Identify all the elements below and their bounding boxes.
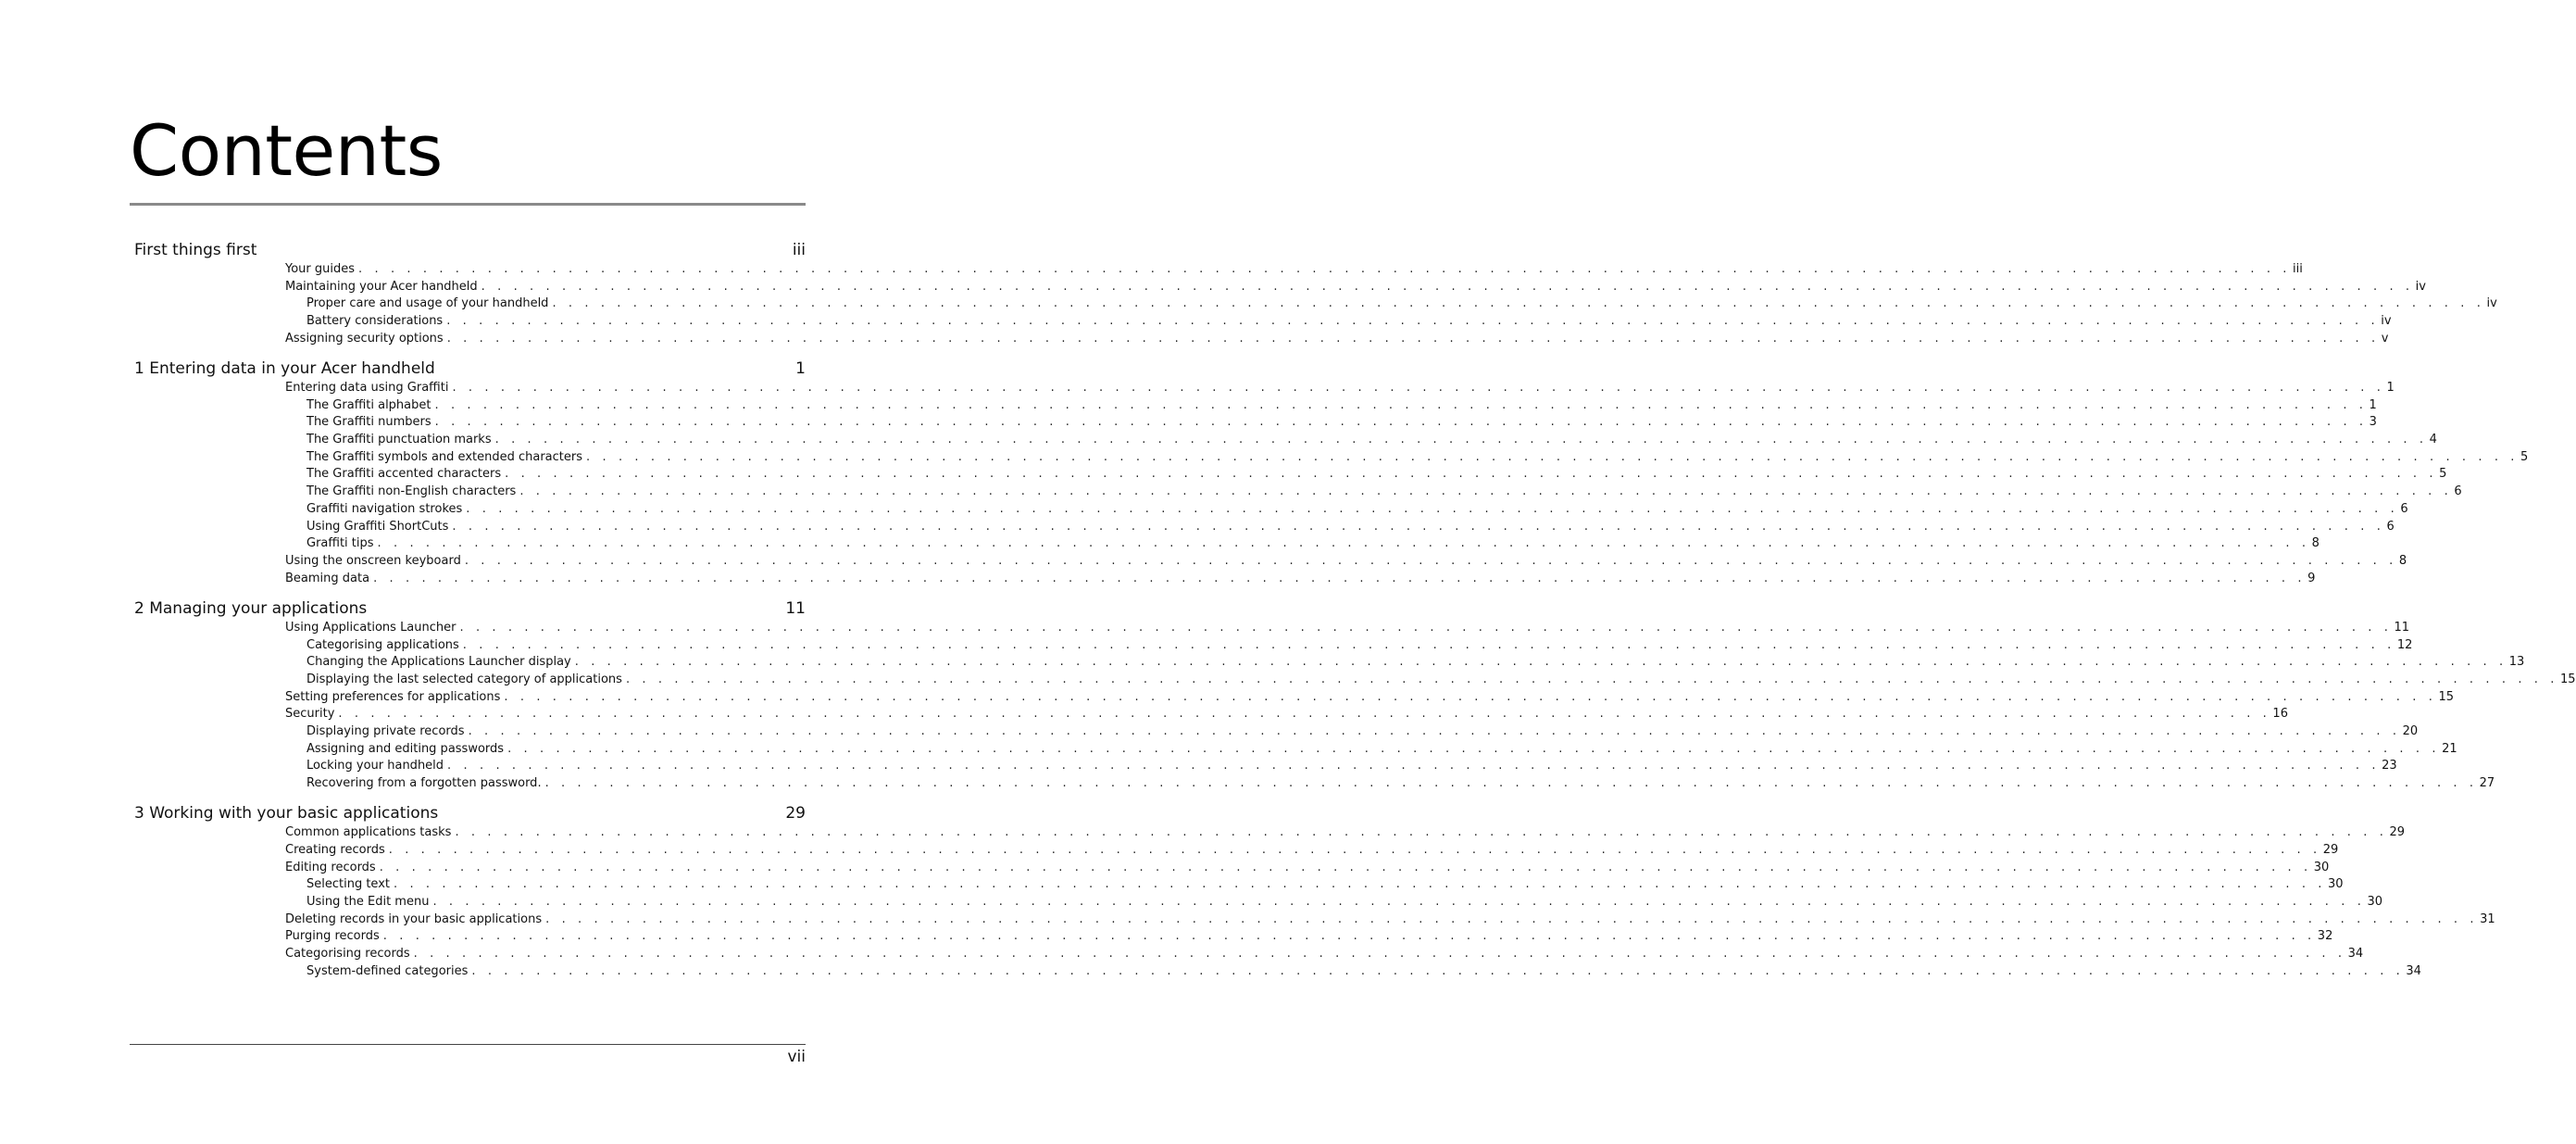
entry-page-number: 4: [2429, 433, 2437, 447]
dot-leader: . . . . . . . . . . . . . . . . . . . . . . . . . . . . . . . . . . . . . . . . . . . . . . . . . . . . . . . . . . . . . . . . . . . . . . . . . . . . . . . . . . . . . . . . . . . . . . . . . . . . . . . . . . . . . . . . . . . . . . . .: [468, 724, 2401, 738]
toc-entry[interactable]: [285, 331, 2389, 348]
chapter-heading[interactable]: [134, 358, 806, 380]
entry-title: Recovering from a forgotten password.: [306, 776, 542, 791]
dot-leader: . . . . . . . . . . . . . . . . . . . . . . . . . . . . . . . . . . . . . . . . . . . . . . . . . . . . . . . . . . . . . . . . . . . . . . . . . . . . . . . . . . . . . . . . . . . . . . . . . . . . . . . . . . . . . . . . . . . . . . . .: [413, 947, 2346, 962]
entry-title: Deleting records in your basic applications: [285, 911, 543, 926]
entry-page-number: 27: [2479, 776, 2495, 791]
toc-chapter: [134, 240, 2497, 347]
toc-entry[interactable]: [306, 313, 2392, 331]
dot-leader: . . . . . . . . . . . . . . . . . . . . . . . . . . . . . . . . . . . . . . . . . . . . . . . . . . . . . . . . . . . . . . . . . . . . . . . . . . . . . . . . . . . . . . . . . . . . . . . . . . . . . . . . . . . . . . . . . . . . . . . .: [434, 397, 2368, 412]
toc-entry[interactable]: [306, 397, 2377, 415]
toc-entry[interactable]: [306, 432, 2437, 449]
toc-entry[interactable]: [285, 620, 2410, 637]
dot-leader: . . . . . . . . . . . . . . . . . . . . . . . . . . . . . . . . . . . . . . . . . . . . . . . . . . . . . . . . . . . . . . . . . . . . . . . . . . . . . . . . . . . . . . . . . . . . . . . . . . . . . . . . . . . . . . . . . . . . . . . .: [452, 519, 2385, 534]
dot-leader: . . . . . . . . . . . . . . . . . . . . . . . . . . . . . . . . . . . . . . . . . . . . . . . . . . . . . . . . . . . . . . . . . . . . . . . . . . . . . . . . . . . . . . . . . . . . . . . . . . . . . . . . . . . . . . . . . . . . . . . .: [379, 860, 2312, 874]
dot-leader: . . . . . . . . . . . . . . . . . . . . . . . . . . . . . . . . . . . . . . . . . . . . . . . . . . . . . . . . . . . . . . . . . . . . . . . . . . . . . . . . . . . . . . . . . . . . . . . . . . . . . . . . . . . . . . . . . . . . . . . .: [373, 571, 2307, 585]
dot-leader: . . . . . . . . . . . . . . . . . . . . . . . . . . . . . . . . . . . . . . . . . . . . . . . . . . . . . . . . . . . . . . . . . . . . . . . . . . . . . . . . . . . . . . . . . . . . . . . . . . . . . . . . . . . . . . . . . . . . . . . .: [434, 415, 2368, 430]
entry-page-number: 3: [2369, 415, 2377, 430]
dot-leader: . . . . . . . . . . . . . . . . . . . . . . . . . . . . . . . . . . . . . . . . . . . . . . . . . . . . . . . . . . . . . . . . . . . . . . . . . . . . . . . . . . . . . . . . . . . . . . . . . . . . . . . . . . . . . . . . . . . . . . . .: [455, 825, 2388, 840]
entry-title: The Graffiti non-English characters: [306, 484, 517, 499]
entry-title: Assigning security options: [285, 331, 444, 346]
entry-page-number: 30: [2328, 877, 2344, 892]
dot-leader: . . . . . . . . . . . . . . . . . . . . . . . . . . . . . . . . . . . . . . . . . . . . . . . . . . . . . . . . . . . . . . . . . . . . . . . . . . . . . . . . . . . . . . . . . . . . . . . . . . . . . . . . . . . . . . . . . . . . . . . .: [471, 963, 2405, 978]
entry-title: Categorising applications: [306, 637, 459, 652]
toc-entry[interactable]: [285, 946, 2364, 963]
dot-leader: . . . . . . . . . . . . . . . . . . . . . . . . . . . . . . . . . . . . . . . . . . . . . . . . . . . . . . . . . . . . . . . . . . . . . . . . . . . . . . . . . . . . . . . . . . . . . . . . . . . . . . . . . . . . . . . . . . . . . . . .: [552, 296, 2485, 311]
toc-entry[interactable]: [306, 654, 2525, 672]
entry-page-number: 21: [2442, 741, 2457, 756]
dot-leader: . . . . . . . . . . . . . . . . . . . . . . . . . . . . . . . . . . . . . . . . . . . . . . . . . . . . . . . . . . . . . . . . . . . . . . . . . . . . . . . . . . . . . . . . . . . . . . . . . . . . . . . . . . . . . . . . . . . . . . . .: [338, 707, 2271, 722]
toc-entry[interactable]: [285, 553, 2407, 571]
dot-leader: . . . . . . . . . . . . . . . . . . . . . . . . . . . . . . . . . . . . . . . . . . . . . . . . . . . . . . . . . . . . . . . . . . . . . . . . . . . . . . . . . . . . . . . . . . . . . . . . . . . . . . . . . . . . . . . . . . . . . . . .: [388, 843, 2321, 858]
entry-title: Your guides: [285, 262, 356, 276]
toc-entry[interactable]: [285, 911, 2495, 929]
entry-page-number: 15: [2559, 672, 2576, 686]
entry-page-number: 15: [2438, 689, 2454, 704]
toc-entry[interactable]: [306, 637, 2413, 655]
toc-entry[interactable]: [285, 928, 2333, 946]
entry-title: Proper care and usage of your handheld: [306, 296, 549, 311]
toc-entry[interactable]: [306, 535, 2320, 553]
toc-entry[interactable]: [306, 295, 2497, 313]
entry-title: Selecting text: [306, 877, 390, 892]
dot-leader: . . . . . . . . . . . . . . . . . . . . . . . . . . . . . . . . . . . . . . . . . . . . . . . . . . . . . . . . . . . . . . . . . . . . . . . . . . . . . . . . . . . . . . . . . . . . . . . . . . . . . . . . . . . . . . . . . . . . . . . .: [544, 776, 2478, 791]
toc-entry[interactable]: [306, 519, 2395, 536]
entry-page-number: 20: [2402, 724, 2419, 738]
toc-entry[interactable]: [306, 741, 2457, 759]
dot-leader: . . . . . . . . . . . . . . . . . . . . . . . . . . . . . . . . . . . . . . . . . . . . . . . . . . . . . . . . . . . . . . . . . . . . . . . . . . . . . . . . . . . . . . . . . . . . . . . . . . . . . . . . . . . . . . . . . . . . . . . .: [464, 553, 2397, 568]
toc-entry[interactable]: [285, 824, 2406, 842]
entry-page-number: 34: [2347, 947, 2364, 962]
toc-entry[interactable]: [285, 842, 2339, 860]
entry-page-number: 31: [2480, 911, 2495, 926]
dot-leader: . . . . . . . . . . . . . . . . . . . . . . . . . . . . . . . . . . . . . . . . . . . . . . . . . . . . . . . . . . . . . . . . . . . . . . . . . . . . . . . . . . . . . . . . . . . . . . . . . . . . . . . . . . . . . . . . . . . . . . . .: [447, 759, 2381, 773]
toc-chapter: [134, 598, 2576, 793]
entry-title: Maintaining your Acer handheld: [285, 279, 478, 294]
entry-title: The Graffiti accented characters: [306, 467, 502, 482]
toc-entry[interactable]: [306, 672, 2576, 689]
chapter-title: 3 Working with your basic applications: [134, 804, 439, 823]
entry-title: Assigning and editing passwords: [306, 741, 505, 756]
entry-title: Displaying the last selected category of applications: [306, 672, 622, 686]
dot-leader: . . . . . . . . . . . . . . . . . . . . . . . . . . . . . . . . . . . . . . . . . . . . . . . . . . . . . . . . . . . . . . . . . . . . . . . . . . . . . . . . . . . . . . . . . . . . . . . . . . . . . . . . . . . . . . . . . . . . . . . .: [586, 449, 2520, 464]
footer-divider: [130, 1044, 806, 1045]
dot-leader: . . . . . . . . . . . . . . . . . . . . . . . . . . . . . . . . . . . . . . . . . . . . . . . . . . . . . . . . . . . . . . . . . . . . . . . . . . . . . . . . . . . . . . . . . . . . . . . . . . . . . . . . . . . . . . . . . . . . . . . .: [446, 331, 2380, 346]
dot-leader: . . . . . . . . . . . . . . . . . . . . . . . . . . . . . . . . . . . . . . . . . . . . . . . . . . . . . . . . . . . . . . . . . . . . . . . . . . . . . . . . . . . . . . . . . . . . . . . . . . . . . . . . . . . . . . . . . . . . . . . .: [358, 262, 2292, 276]
dot-leader: . . . . . . . . . . . . . . . . . . . . . . . . . . . . . . . . . . . . . . . . . . . . . . . . . . . . . . . . . . . . . . . . . . . . . . . . . . . . . . . . . . . . . . . . . . . . . . . . . . . . . . . . . . . . . . . . . . . . . . . .: [394, 877, 2327, 892]
entry-page-number: 5: [2520, 449, 2529, 464]
page-title: Contents: [130, 109, 443, 192]
entry-title: Setting preferences for applications: [285, 689, 501, 704]
toc-chapter: [134, 358, 2529, 587]
toc-entry[interactable]: [285, 380, 2395, 397]
entry-title: Beaming data: [285, 571, 370, 585]
entry-title: Creating records: [285, 843, 385, 858]
entry-page-number: 32: [2317, 929, 2333, 944]
entry-title: Locking your handheld: [306, 759, 444, 773]
entry-page-number: 9: [2307, 571, 2316, 585]
chapter-page-number: 11: [785, 598, 806, 618]
dot-leader: . . . . . . . . . . . . . . . . . . . . . . . . . . . . . . . . . . . . . . . . . . . . . . . . . . . . . . . . . . . . . . . . . . . . . . . . . . . . . . . . . . . . . . . . . . . . . . . . . . . . . . . . . . . . . . . . . . . . . . . .: [574, 655, 2507, 670]
toc-entry[interactable]: [306, 484, 2462, 501]
entry-title: The Graffiti alphabet: [306, 397, 431, 412]
entry-title: Changing the Applications Launcher display: [306, 655, 571, 670]
toc-entry[interactable]: [285, 279, 2426, 296]
entry-page-number: 1: [2386, 381, 2395, 396]
toc-entry[interactable]: [306, 449, 2529, 467]
entry-title: Editing records: [285, 860, 376, 874]
chapter-heading[interactable]: [134, 803, 806, 824]
dot-leader: . . . . . . . . . . . . . . . . . . . . . . . . . . . . . . . . . . . . . . . . . . . . . . . . . . . . . . . . . . . . . . . . . . . . . . . . . . . . . . . . . . . . . . . . . . . . . . . . . . . . . . . . . . . . . . . . . . . . . . . .: [505, 467, 2438, 482]
toc-entry[interactable]: [285, 689, 2454, 707]
toc-entry[interactable]: [306, 723, 2419, 741]
toc-entry[interactable]: [285, 860, 2330, 877]
entry-title: Graffiti navigation strokes: [306, 501, 463, 516]
toc-entry[interactable]: [306, 963, 2421, 981]
entry-page-number: 16: [2272, 707, 2288, 722]
entry-page-number: 34: [2406, 963, 2421, 978]
entry-page-number: 8: [2398, 553, 2407, 568]
entry-page-number: 6: [2386, 519, 2395, 534]
dot-leader: . . . . . . . . . . . . . . . . . . . . . . . . . . . . . . . . . . . . . . . . . . . . . . . . . . . . . . . . . . . . . . . . . . . . . . . . . . . . . . . . . . . . . . . . . . . . . . . . . . . . . . . . . . . . . . . . . . . . . . . .: [452, 381, 2385, 396]
entry-page-number: 12: [2396, 637, 2413, 652]
entry-page-number: 1: [2369, 397, 2377, 412]
toc-entry[interactable]: [306, 501, 2408, 519]
entry-title: System-defined categories: [306, 963, 469, 978]
entry-title: Purging records: [285, 929, 380, 944]
entry-page-number: 30: [2313, 860, 2330, 874]
entry-page-number: 6: [2454, 484, 2462, 499]
entry-title: Categorising records: [285, 947, 410, 962]
chapter-title: 2 Managing your applications: [134, 598, 368, 618]
entry-title: Battery considerations: [306, 314, 444, 329]
dot-leader: . . . . . . . . . . . . . . . . . . . . . . . . . . . . . . . . . . . . . . . . . . . . . . . . . . . . . . . . . . . . . . . . . . . . . . . . . . . . . . . . . . . . . . . . . . . . . . . . . . . . . . . . . . . . . . . . . . . . . . . .: [466, 501, 2399, 516]
toc-entry[interactable]: [306, 466, 2447, 484]
chapter-heading[interactable]: [134, 598, 806, 620]
entry-page-number: iv: [2381, 314, 2392, 329]
toc-entry[interactable]: [285, 571, 2316, 588]
entry-page-number: 11: [2394, 620, 2410, 635]
entry-page-number: 29: [2389, 825, 2406, 840]
page-number: vii: [787, 1048, 806, 1066]
entry-page-number: 30: [2367, 895, 2383, 910]
entry-title: The Graffiti symbols and extended characters: [306, 449, 583, 464]
chapter-page-number: 1: [795, 359, 806, 379]
chapter-heading[interactable]: [134, 240, 806, 261]
toc-entry[interactable]: [306, 775, 2495, 793]
dot-leader: . . . . . . . . . . . . . . . . . . . . . . . . . . . . . . . . . . . . . . . . . . . . . . . . . . . . . . . . . . . . . . . . . . . . . . . . . . . . . . . . . . . . . . . . . . . . . . . . . . . . . . . . . . . . . . . . . . . . . . . .: [462, 637, 2395, 652]
entry-title: Using Applications Launcher: [285, 620, 456, 635]
entry-title: The Graffiti numbers: [306, 415, 431, 430]
chapter-page-number: 29: [785, 804, 806, 823]
chapter-page-number: iii: [792, 241, 806, 259]
dot-leader: . . . . . . . . . . . . . . . . . . . . . . . . . . . . . . . . . . . . . . . . . . . . . . . . . . . . . . . . . . . . . . . . . . . . . . . . . . . . . . . . . . . . . . . . . . . . . . . . . . . . . . . . . . . . . . . . . . . . . . . .: [507, 741, 2441, 756]
entry-title: Using the onscreen keyboard: [285, 553, 461, 568]
toc-entry[interactable]: [285, 261, 2303, 279]
toc-chapter: [134, 803, 2495, 980]
entry-page-number: iv: [2486, 296, 2497, 311]
entry-page-number: v: [2381, 331, 2389, 346]
dot-leader: . . . . . . . . . . . . . . . . . . . . . . . . . . . . . . . . . . . . . . . . . . . . . . . . . . . . . . . . . . . . . . . . . . . . . . . . . . . . . . . . . . . . . . . . . . . . . . . . . . . . . . . . . . . . . . . . . . . . . . . .: [481, 279, 2414, 294]
entry-title: Displaying private records: [306, 724, 465, 738]
entry-page-number: 8: [2311, 536, 2320, 551]
toc-entry[interactable]: [306, 414, 2377, 432]
entry-title: Graffiti tips: [306, 536, 374, 551]
table-of-contents: [134, 240, 2576, 991]
entry-title: Common applications tasks: [285, 825, 452, 840]
entry-page-number: iii: [2293, 262, 2303, 276]
dot-leader: . . . . . . . . . . . . . . . . . . . . . . . . . . . . . . . . . . . . . . . . . . . . . . . . . . . . . . . . . . . . . . . . . . . . . . . . . . . . . . . . . . . . . . . . . . . . . . . . . . . . . . . . . . . . . . . . . . . . . . . .: [625, 672, 2558, 686]
entry-title: Using Graffiti ShortCuts: [306, 519, 449, 534]
entry-title: Using the Edit menu: [306, 895, 430, 910]
chapter-title: 1 Entering data in your Acer handheld: [134, 359, 435, 379]
dot-leader: . . . . . . . . . . . . . . . . . . . . . . . . . . . . . . . . . . . . . . . . . . . . . . . . . . . . . . . . . . . . . . . . . . . . . . . . . . . . . . . . . . . . . . . . . . . . . . . . . . . . . . . . . . . . . . . . . . . . . . . .: [382, 929, 2316, 944]
entry-title: The Graffiti punctuation marks: [306, 433, 492, 447]
dot-leader: . . . . . . . . . . . . . . . . . . . . . . . . . . . . . . . . . . . . . . . . . . . . . . . . . . . . . . . . . . . . . . . . . . . . . . . . . . . . . . . . . . . . . . . . . . . . . . . . . . . . . . . . . . . . . . . . . . . . . . . .: [446, 314, 2380, 329]
entry-page-number: 29: [2322, 843, 2339, 858]
dot-leader: . . . . . . . . . . . . . . . . . . . . . . . . . . . . . . . . . . . . . . . . . . . . . . . . . . . . . . . . . . . . . . . . . . . . . . . . . . . . . . . . . . . . . . . . . . . . . . . . . . . . . . . . . . . . . . . . . . . . . . . .: [377, 536, 2310, 551]
chapter-title: First things first: [134, 241, 257, 259]
dot-leader: . . . . . . . . . . . . . . . . . . . . . . . . . . . . . . . . . . . . . . . . . . . . . . . . . . . . . . . . . . . . . . . . . . . . . . . . . . . . . . . . . . . . . . . . . . . . . . . . . . . . . . . . . . . . . . . . . . . . . . . .: [504, 689, 2437, 704]
dot-leader: . . . . . . . . . . . . . . . . . . . . . . . . . . . . . . . . . . . . . . . . . . . . . . . . . . . . . . . . . . . . . . . . . . . . . . . . . . . . . . . . . . . . . . . . . . . . . . . . . . . . . . . . . . . . . . . . . . . . . . . .: [494, 433, 2428, 447]
entry-page-number: 6: [2400, 501, 2408, 516]
dot-leader: . . . . . . . . . . . . . . . . . . . . . . . . . . . . . . . . . . . . . . . . . . . . . . . . . . . . . . . . . . . . . . . . . . . . . . . . . . . . . . . . . . . . . . . . . . . . . . . . . . . . . . . . . . . . . . . . . . . . . . . .: [432, 895, 2366, 910]
entry-page-number: 5: [2439, 467, 2447, 482]
entry-page-number: 23: [2382, 759, 2397, 773]
toc-entry[interactable]: [285, 706, 2288, 723]
entry-page-number: iv: [2415, 279, 2426, 294]
toc-entry[interactable]: [306, 758, 2397, 775]
entry-title: Entering data using Graffiti: [285, 381, 449, 396]
entry-title: Security: [285, 707, 335, 722]
dot-leader: . . . . . . . . . . . . . . . . . . . . . . . . . . . . . . . . . . . . . . . . . . . . . . . . . . . . . . . . . . . . . . . . . . . . . . . . . . . . . . . . . . . . . . . . . . . . . . . . . . . . . . . . . . . . . . . . . . . . . . . .: [545, 911, 2479, 926]
entry-page-number: 13: [2508, 655, 2525, 670]
title-divider: [130, 203, 806, 206]
dot-leader: . . . . . . . . . . . . . . . . . . . . . . . . . . . . . . . . . . . . . . . . . . . . . . . . . . . . . . . . . . . . . . . . . . . . . . . . . . . . . . . . . . . . . . . . . . . . . . . . . . . . . . . . . . . . . . . . . . . . . . . .: [519, 484, 2453, 499]
toc-entry[interactable]: [306, 894, 2383, 911]
dot-leader: . . . . . . . . . . . . . . . . . . . . . . . . . . . . . . . . . . . . . . . . . . . . . . . . . . . . . . . . . . . . . . . . . . . . . . . . . . . . . . . . . . . . . . . . . . . . . . . . . . . . . . . . . . . . . . . . . . . . . . . .: [459, 620, 2393, 635]
toc-entry[interactable]: [306, 876, 2344, 894]
